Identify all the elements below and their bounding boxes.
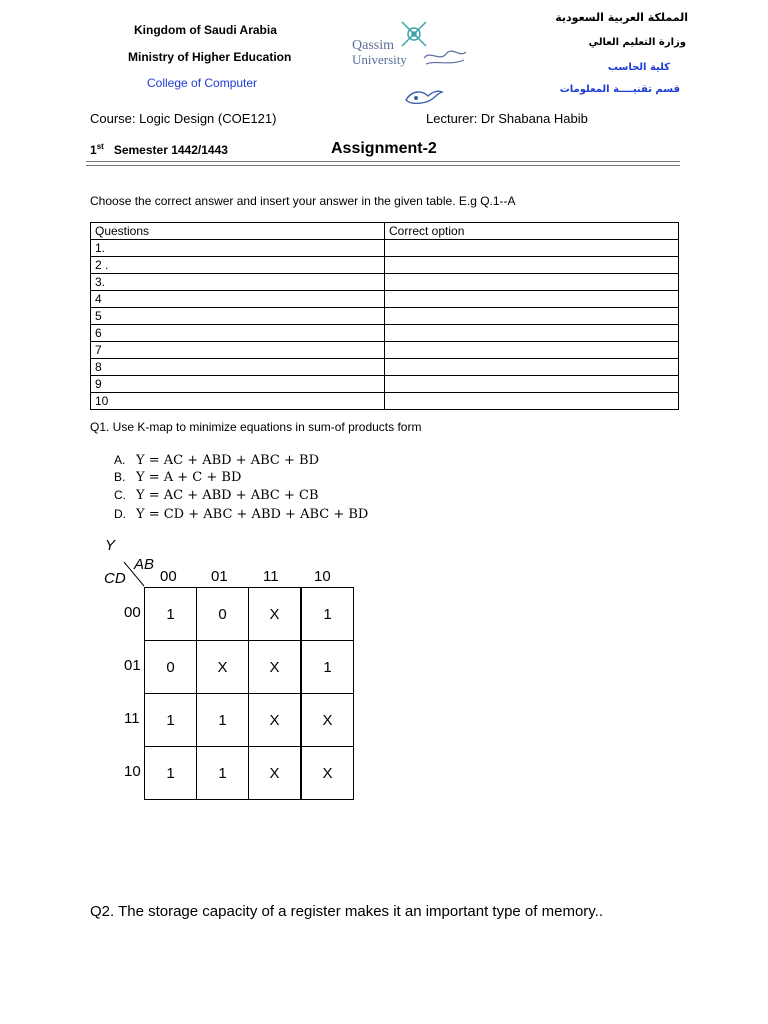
option-d-label: D. <box>114 507 126 521</box>
question-number: 10 <box>91 393 385 410</box>
question-number: 4 <box>91 291 385 308</box>
answer-cell[interactable] <box>385 257 679 274</box>
question-number: 7 <box>91 342 385 359</box>
kmap-diagonal-line <box>122 560 148 588</box>
kmap-cell: X <box>301 694 354 747</box>
table-row <box>91 325 679 342</box>
answer-cell[interactable] <box>385 342 679 359</box>
question-1-text: Q1. Use K-map to minimize equations in sum-of products form <box>90 420 422 434</box>
option-b-text: Y = A + C + BD <box>136 470 242 485</box>
university-logo <box>350 16 470 72</box>
kmap-col-label: 11 <box>263 568 279 585</box>
kmap-cell: X <box>249 641 302 694</box>
logo-text-2: University <box>352 52 407 67</box>
answer-table <box>90 222 679 410</box>
option-c <box>114 488 319 503</box>
header-ar-country: المملكة العربية السعودية <box>555 11 688 24</box>
lecturer-label: Lecturer: Dr Shabana Habib <box>426 111 588 126</box>
kmap-cell: 0 <box>145 641 197 694</box>
option-a <box>114 453 319 468</box>
table-row <box>91 240 679 257</box>
header-correct-option: Correct option <box>385 223 679 240</box>
answer-cell[interactable] <box>385 240 679 257</box>
kmap-cell: 1 <box>145 747 197 800</box>
kmap-cell: X <box>249 747 302 800</box>
header-questions: Questions <box>91 223 385 240</box>
option-c-label: C. <box>114 488 126 502</box>
instruction-text: Choose the correct answer and insert your answer in the given table. E.g Q.1--A <box>90 194 516 208</box>
table-row <box>91 257 679 274</box>
kmap-row-label: 11 <box>124 710 140 727</box>
kmap-col-var: AB <box>134 556 155 573</box>
table-row <box>91 274 679 291</box>
option-d-text: Y = CD + ABC + ABD + ABC + BD <box>136 507 369 522</box>
kmap-row <box>145 588 354 641</box>
answer-cell[interactable] <box>385 274 679 291</box>
table-row <box>91 376 679 393</box>
answer-cell[interactable] <box>385 393 679 410</box>
kmap-row-label: 10 <box>124 763 141 780</box>
divider-top <box>86 161 680 162</box>
semester-text: Semester 1442/1443 <box>113 143 228 157</box>
kmap-col-label: 01 <box>211 568 228 585</box>
table-row <box>91 393 679 410</box>
answer-cell[interactable] <box>385 359 679 376</box>
header-ar-department: قسم تقنيــــة المعلومات <box>559 84 680 95</box>
answer-cell[interactable] <box>385 376 679 393</box>
logo-text-1: Qassim <box>352 38 394 53</box>
kmap-row-var: CD <box>104 570 126 587</box>
table-header-row <box>91 223 679 240</box>
semester-number: 1 <box>90 143 97 157</box>
bird-logo-icon <box>404 86 444 106</box>
kmap-cell: X <box>301 747 354 800</box>
kmap-cell: X <box>249 588 302 641</box>
karnaugh-map <box>144 587 354 800</box>
course-label: Course: Logic Design (COE121) <box>90 111 277 126</box>
option-b <box>114 470 241 485</box>
answer-cell[interactable] <box>385 325 679 342</box>
question-number: 3. <box>91 274 385 291</box>
option-a-label: A. <box>114 453 126 467</box>
question-number: 1. <box>91 240 385 257</box>
kmap-cell: 1 <box>145 588 197 641</box>
option-b-label: B. <box>114 470 126 484</box>
kmap-row <box>145 641 354 694</box>
question-number: 9 <box>91 376 385 393</box>
question-number: 2 . <box>91 257 385 274</box>
table-row <box>91 359 679 376</box>
kmap-cell: X <box>249 694 302 747</box>
table-row <box>91 291 679 308</box>
answer-cell[interactable] <box>385 308 679 325</box>
kmap-cell: 1 <box>301 641 354 694</box>
option-c-text: Y = AC + ABD + ABC + CB <box>136 488 319 503</box>
kmap-row <box>145 747 354 800</box>
option-a-text: Y = AC + ABD + ABC + BD <box>136 453 320 468</box>
header-ministry: Ministry of Higher Education <box>128 50 292 64</box>
table-row <box>91 342 679 359</box>
kmap-row-label: 00 <box>124 604 141 621</box>
semester-label <box>90 142 228 157</box>
kmap-cell: 1 <box>145 694 197 747</box>
answer-cell[interactable] <box>385 291 679 308</box>
header-ar-ministry: وزارة التعليم العالي <box>588 37 686 48</box>
question-2-text: Q2. The storage capacity of a register makes it an important type of memory.. <box>90 903 604 920</box>
kmap-cell: 1 <box>301 588 354 641</box>
table-row <box>91 308 679 325</box>
kmap-row <box>145 694 354 747</box>
option-d <box>114 507 368 522</box>
page-title: Assignment-2 <box>331 140 437 157</box>
kmap-cell: X <box>197 641 249 694</box>
divider-bottom <box>86 165 680 166</box>
question-number: 6 <box>91 325 385 342</box>
question-number: 8 <box>91 359 385 376</box>
kmap-cell: 0 <box>197 588 249 641</box>
semester-sup: st <box>96 142 104 151</box>
kmap-output-label: Y <box>105 537 116 554</box>
kmap-cell: 1 <box>197 747 249 800</box>
kmap-col-label: 00 <box>160 568 177 585</box>
header-college: College of Computer <box>147 76 258 90</box>
kmap-row-label: 01 <box>124 657 141 674</box>
kmap-col-label: 10 <box>314 568 331 585</box>
header-ar-college: كلية الحاسب <box>607 62 670 73</box>
kmap-cell: 1 <box>197 694 249 747</box>
header-country: Kingdom of Saudi Arabia <box>134 23 277 37</box>
question-number: 5 <box>91 308 385 325</box>
